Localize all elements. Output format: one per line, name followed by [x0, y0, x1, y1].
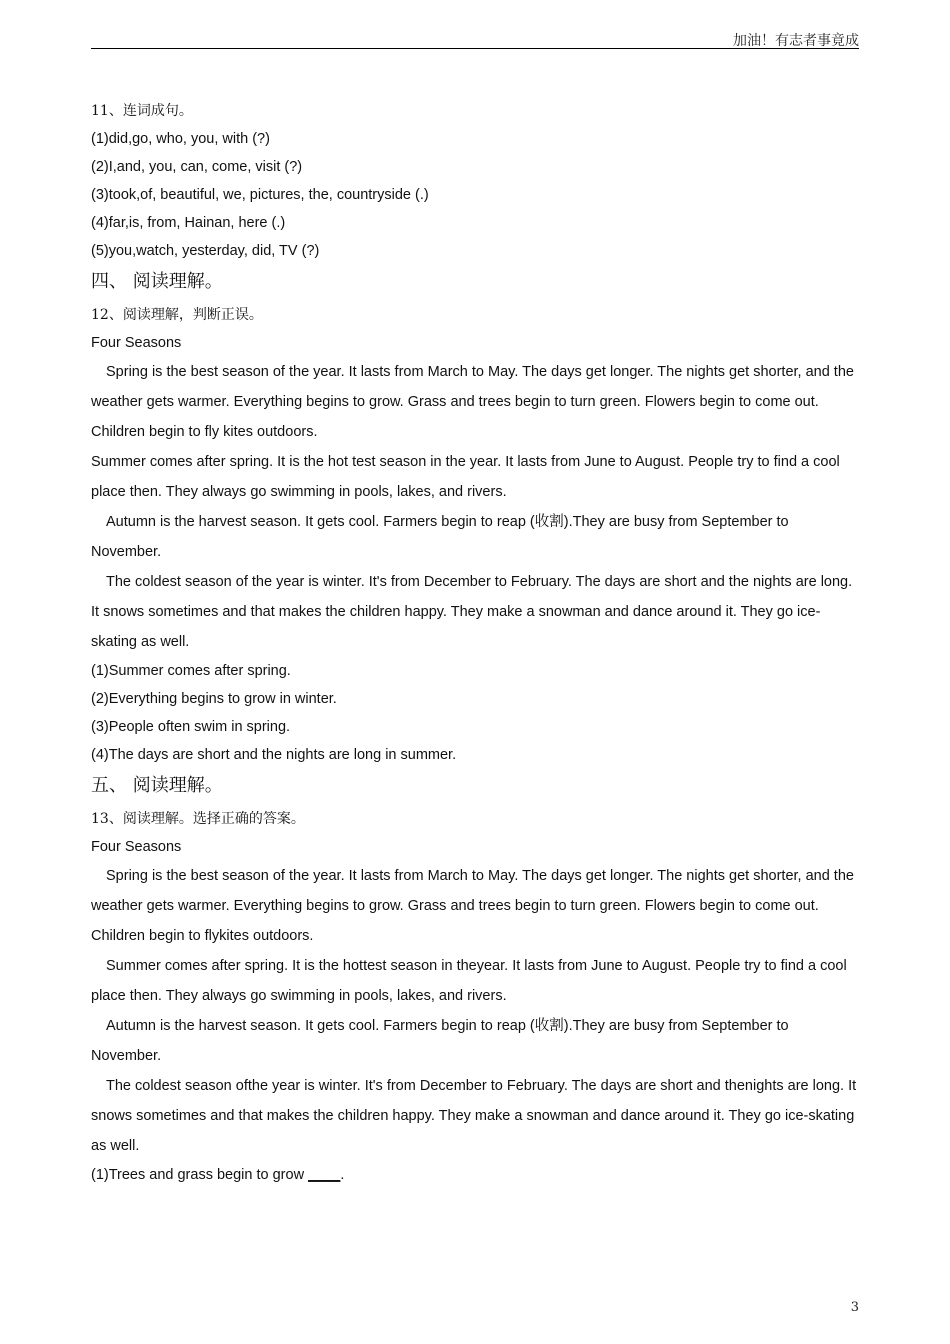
q11-item-3: (3)took,of, beautiful, we, pictures, the, countryside (.)	[91, 187, 429, 203]
q12-title: 12、阅读理解，判断正误。	[91, 307, 263, 323]
header-divider	[91, 48, 859, 49]
q13-paragraph-summer: Summer comes after spring. It is the hottest season in theyear. It lasts from June to August. People try to find a cool place then. They always go swimming in pools, lakes, and rivers.	[91, 958, 847, 1004]
section-4-heading: 四、 阅读理解。	[91, 271, 223, 292]
q13-title: 13、阅读理解。选择正确的答案。	[91, 811, 305, 827]
q11-item-4: (4)far,is, from, Hainan, here (.)	[91, 215, 286, 231]
q11-item-5: (5)you,watch, yesterday, did, TV (?)	[91, 243, 320, 259]
q13-paragraph-winter: The coldest season ofthe year is winter. It's from December to February. The days are short and thenights are long. It snows sometimes and that makes the children happy. They make a snowman and dance around it. They go ice-skating as well.	[91, 1078, 857, 1154]
q11-item-1: (1)did,go, who, you, with (?)	[91, 131, 270, 147]
q13-paragraph-autumn: Autumn is the harvest season. It gets cool. Farmers begin to reap (收割).They are busy from September to November.	[91, 1018, 789, 1064]
q13-question-1	[91, 1161, 861, 1189]
q12-statement-2: (2)Everything begins to grow in winter.	[91, 691, 337, 707]
page-content	[91, 97, 861, 1189]
q13-paragraph-spring: Spring is the best season of the year. It lasts from March to May. The days get longer. The nights get shorter, and the weather gets warmer. Everything begins to grow. Grass and trees begin to turn green. Flowers begin to come out. Children begin to flykites outdoors.	[91, 868, 854, 944]
q12-paragraph-autumn: Autumn is the harvest season. It gets cool. Farmers begin to reap (收割).They are busy from September to November.	[91, 514, 789, 560]
q12-statement-4: (4)The days are short and the nights are long in summer.	[91, 747, 457, 763]
q12-paragraph-spring: Spring is the best season of the year. It lasts from March to May. The days get longer. The nights get shorter, and the weather gets warmer. Everything begins to grow. Grass and trees begin to turn green. Flowers begin to come out. Children begin to fly kites outdoors.	[91, 364, 854, 440]
section-5-heading: 五、 阅读理解。	[91, 775, 223, 796]
q13-question-1-text: (1)Trees and grass begin to grow	[91, 1167, 309, 1183]
q13-passage-title: Four Seasons	[91, 839, 182, 855]
q13-question-1-end: .	[340, 1167, 345, 1183]
q12-paragraph-winter: The coldest season of the year is winter. It's from December to February. The days are short and the nights are long. It snows sometimes and that makes the children happy. They make a snowman and dance around it. They go ice-skating as well.	[91, 574, 853, 650]
header-motto: 加油！有志者事竟成	[733, 33, 859, 49]
page-number: 3	[850, 1300, 859, 1315]
q12-paragraph-summer: Summer comes after spring. It is the hot test season in the year. It lasts from June to August. People try to find a cool place then. They always go swimming in pools, lakes, and rivers.	[91, 454, 840, 500]
q12-statement-1: (1)Summer comes after spring.	[91, 663, 291, 679]
q12-statement-3: (3)People often swim in spring.	[91, 719, 291, 735]
q11-title: 11、连词成句。	[91, 103, 193, 119]
q12-passage-title: Four Seasons	[91, 335, 182, 351]
q11-item-2: (2)I,and, you, can, come, visit (?)	[91, 159, 303, 175]
q13-question-1-blank[interactable]: ____	[308, 1167, 341, 1183]
